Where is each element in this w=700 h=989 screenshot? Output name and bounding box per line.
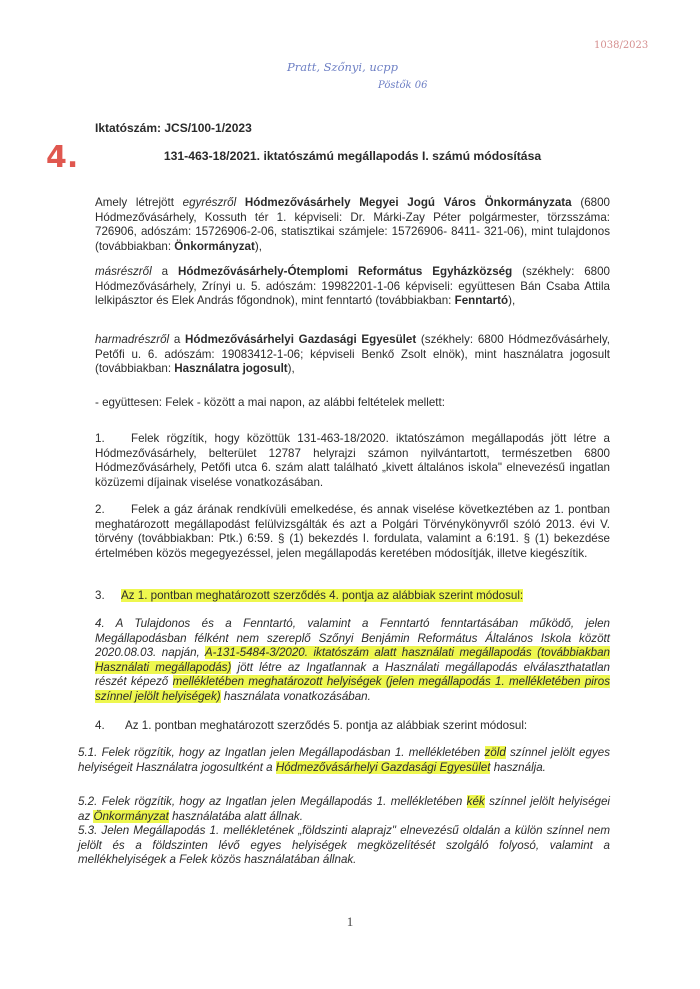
section-2: 2. Felek a gáz árának rendkívüli emelkedése, és annak viselése következtében az 1. pontban meghatározott megállapodást felülvizsgálták és azt a Polgári Törvénykönyvről szóló 2013. évi V. törvény (továbbiakban: Ptk.) 6:59. § (1) bekezdés I. fordulata, valamint a 6:191. § (1) bekezdése értelmében közös megegyezéssel, jelen megállapodás keretében módosítják, illetve kiegészítik.: [95, 503, 610, 560]
party-onkormanyzat: Amely létrejött egyrészről Hódmezővásárhely Megyei Jogú Város Önkormányzata (6800 Hódmezővásárhely, Kossuth tér 1. képviseli: Dr. Márki-Zay Péter polgármester, törzsszáma: 726906, adószám: 15726906-2-06, statisztikai számjele: 15726906- 8411- 321-06), mint tulajdonos (továbbiakban: Önkormányzat),: [95, 196, 610, 253]
clause-5-2: 5.2. Felek rögzítik, hogy az Ingatlan jelen Megállapodás 1. mellékletében kék színnel jelölt helyiségei az Önkormányzat használatába alatt állnak.: [78, 795, 610, 823]
margin-mark: 4.: [46, 140, 79, 175]
clause-5-1: 5.1. Felek rögzítik, hogy az Ingatlan jelen Megállapodásban 1. mellékletében zöld színnel jelölt egyes helyiségeit Használatra jogosultként a Hódmezővásárhelyi Gazdasági Egyesület használja.: [78, 746, 610, 774]
handwritten-note-line1: Pratt, Szőnyi, ucpp: [287, 60, 398, 74]
section-3-heading: 3. Az 1. pontban meghatározott szerződés 4. pontja az alábbiak szerint módosul:: [95, 589, 524, 602]
clause-5-3: 5.3. Jelen Megállapodás 1. mellékletének „földszinti alaprajz" elnevezésű oldalán a külön színnel nem jelölt és a földszinten lévő egyes helyiségek megközelítését szolgáló folyosó, valamint a mellékhelyiségek a Felek közös használatában állnak.: [78, 824, 610, 867]
page-number: 1: [346, 914, 354, 929]
document-title: 131-463-18/2021. iktatószámú megállapodás I. számú módosítása: [163, 149, 542, 163]
handwritten-note-line2: Pöstők 06: [378, 80, 428, 91]
section-4-heading: 4. Az 1. pontban meghatározott szerződés 5. pontja az alábbiak szerint módosul:: [95, 719, 528, 732]
section-3-body: 4. A Tulajdonos és a Fenntartó, valamint a Fenntartó fenntartásában működő, jelen Megállapodásban félként nem szereplő Szőnyi Benjámin Református Általános Iskola között 2020.08.03. napján, A-131-5484-3/2020. iktatószám alatt használati megállapodás (továbbiakban Használati megállapodás) jött létre az Ingatlannak a Használati megállapodás elválaszthatatlan részét képező mellékletében meghatározott helyiségek (jelen megállapodás 1. mellékletében piros színnel jelölt helyiségek) használata vonatkozásában.: [95, 617, 610, 703]
section-2-number: 2.: [95, 503, 105, 516]
stamp-number: 1038/2023: [594, 40, 649, 51]
filing-number: Iktatószám: JCS/100-1/2023: [95, 121, 252, 135]
section-1: 1. Felek rögzítik, hogy közöttük 131-463-18/2020. iktatószámon megállapodás jött létre a Hódmezővásárhely, belterület 12787 helyrajzi számon nyilvántartott, természetben 6800 Hódmezővásárhely, Petőfi utca 6. szám alatt található „kivett általános iskola" elnevezésű ingatlan közüzemi díjainak viselése vonatkozásában.: [95, 432, 610, 489]
party-fenntarto: másrészről a Hódmezővásárhely-Ótemplomi Református Egyházközség (székhely: 6800 Hódmezővásárhely, Zrínyi u. 5. adószám: 19982201-1-06 képviseli: együttesen Bán Csaba Attila lelkipásztor és Elek András főgondnok), mint fenntartó (továbbiakban: Fenntartó),: [95, 265, 610, 308]
section-1-number: 1.: [95, 432, 105, 445]
together-clause: - együttesen: Felek - között a mai napon, az alábbi feltételek mellett:: [95, 396, 445, 409]
party-hasznalatra-jogosult: harmadrészről a Hódmezővásárhelyi Gazdasági Egyesület (székhely: 6800 Hódmezővásárhely, Petőfi u. 6. adószám: 19083412-1-06; képviseli Benkő Zsolt elnök), mint használatra jogosult (továbbiakban: Használatra jogosult),: [95, 333, 610, 376]
